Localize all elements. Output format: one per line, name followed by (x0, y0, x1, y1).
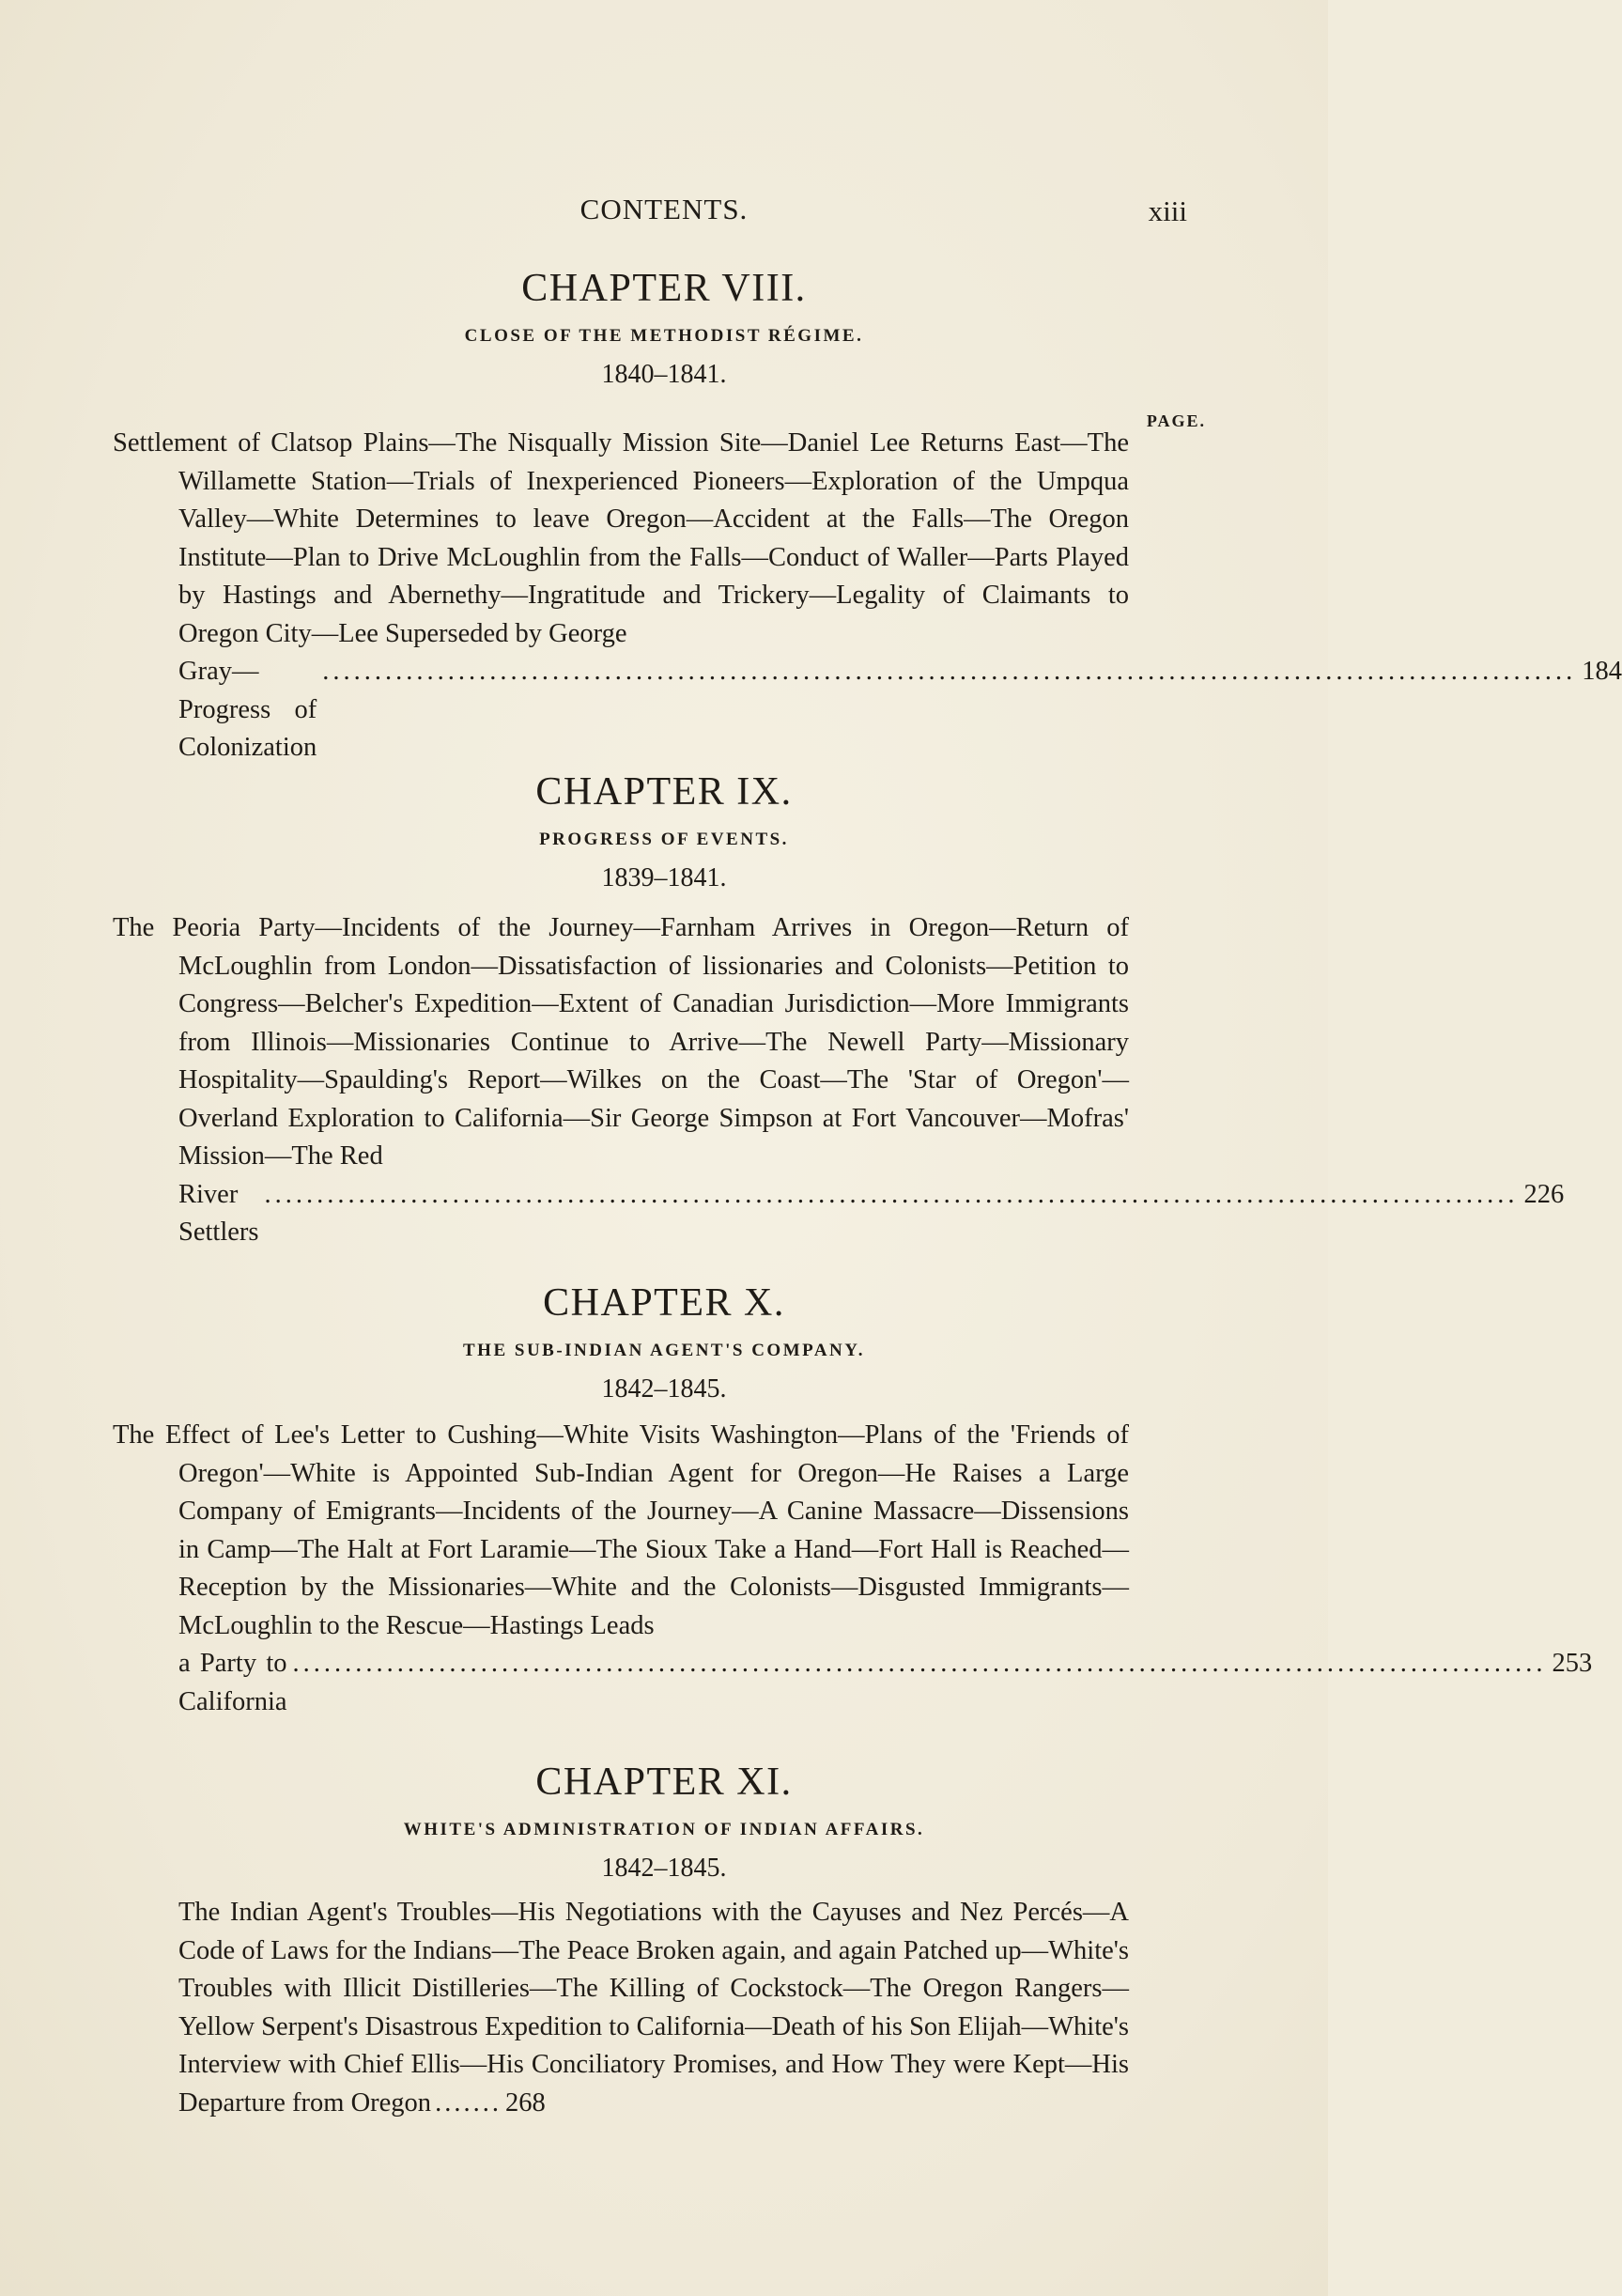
chapter-ix (0, 768, 1328, 894)
running-head (0, 193, 1328, 230)
chapter-title: CHAPTER VIII. (521, 267, 807, 310)
summary-last-line: Gray—Progress of Colonization (178, 657, 317, 762)
chapter-summary (113, 1417, 1593, 1721)
summary-text: The Indian Agent's Troubles—His Negotiations with the Cayuses and Nez Percés—A Code of Laws for the Indians—The Peace Broken again, and again Patched up—White's Troubles with Illicit Distilleries—The Killing of Cockstock—The Oregon Rangers—Yellow Serpent's Disastrous Expedition to California—Death of his Son Elijah—White's Interview with Chief Ellis—His Conciliatory Promises, and How They were Kept—His Departure from Oregon (178, 1898, 1129, 2118)
chapter-title: CHAPTER XI. (535, 1761, 793, 1804)
summary-last-line: River Settlers (178, 1179, 259, 1247)
chapter-summary (113, 909, 1565, 1252)
dot-leader: ........................................................................................................................ (264, 1179, 1519, 1209)
chapter-subtitle: PROGRESS OF EVENTS. (539, 830, 789, 849)
page-number: 253 (1552, 1649, 1593, 1678)
chapter-title: CHAPTER X. (543, 1281, 785, 1325)
page-number: 268 (504, 2087, 546, 2118)
running-title: CONTENTS. (579, 193, 749, 225)
summary-text: Settlement of Clatsop Plains—The Nisqually Mission Site—Daniel Lee Returns East—The Willamette Station—Trials of Inexperienced Pioneers—Exploration of the Umpqua Valley—White Determines to leave Oregon—Accident at the Falls—The Oregon Institute—Plan to Drive McLoughlin from the Falls—Conduct of Waller—Parts Played by Hastings and Abernethy—Ingratitude and Trickery—Legality of Claimants to Oregon City—Lee Superseded by George (113, 428, 1129, 648)
summary-text: The Peoria Party—Incidents of the Journey—Farnham Arrives in Oregon—Return of McLoughlin from London—Dissatisfaction of lissionaries and Colonists—Petition to Congress—Belcher's Expedition—Extent of Canadian Jurisdiction—More Immigrants from Illinois—Missionaries Continue to Arrive—The Newell Party—Missionary Hospitality—Spaulding's Report—Wilkes on the Coast—The 'Star of Oregon'—Overland Exploration to California—Sir George Simpson at Fort Vancouver—Mofras' Mission—The Red (113, 913, 1129, 1171)
page-folio: xiii (1148, 194, 1187, 227)
chapter-title: CHAPTER IX. (535, 770, 793, 814)
chapter-dates: 1842–1845. (601, 1854, 727, 1883)
page-number: 226 (1523, 1179, 1565, 1209)
chapter-summary (113, 1894, 1129, 2122)
dot-leader: ........................................................................................................................ (292, 1649, 1547, 1678)
leader-line (178, 1894, 1129, 2122)
chapter-x (0, 1280, 1328, 1405)
chapter-subtitle: CLOSE OF THE METHODIST RÉGIME. (464, 326, 864, 346)
chapter-dates: 1840–1841. (601, 360, 727, 389)
chapter-viii (0, 265, 1328, 391)
chapter-summary (113, 425, 1622, 768)
chapter-subtitle: WHITE'S ADMINISTRATION OF INDIAN AFFAIRS. (403, 1820, 925, 1839)
page-number: 184 (1582, 657, 1622, 686)
dot-leader: ....... (435, 2087, 502, 2118)
leader-line (178, 1176, 1565, 1252)
chapter-dates: 1842–1845. (601, 1374, 727, 1404)
chapter-xi (0, 1759, 1328, 1885)
dot-leader: ........................................................................................................................ (322, 657, 1577, 686)
chapter-dates: 1839–1841. (601, 863, 727, 892)
summary-last-line: a Party to California (178, 1649, 287, 1716)
page-column-label: PAGE. (1146, 411, 1206, 430)
summary-text: The Effect of Lee's Letter to Cushing—White Visits Washington—Plans of the 'Friends of Oregon'—White is Appointed Sub-Indian Agent for Oregon—He Raises a Large Company of Emigrants—Incidents of the Journey—A Canine Massacre—Dissensions in Camp—The Halt at Fort Laramie—The Sioux Take a Hand—Fort Hall is Reached—Reception by the Missionaries—White and the Colonists—Disgusted Immigrants—McLoughlin to the Rescue—Hastings Leads (113, 1420, 1129, 1640)
leader-line (178, 653, 1622, 768)
leader-line (178, 1645, 1593, 1721)
chapter-subtitle: THE SUB-INDIAN AGENT'S COMPANY. (463, 1341, 865, 1360)
